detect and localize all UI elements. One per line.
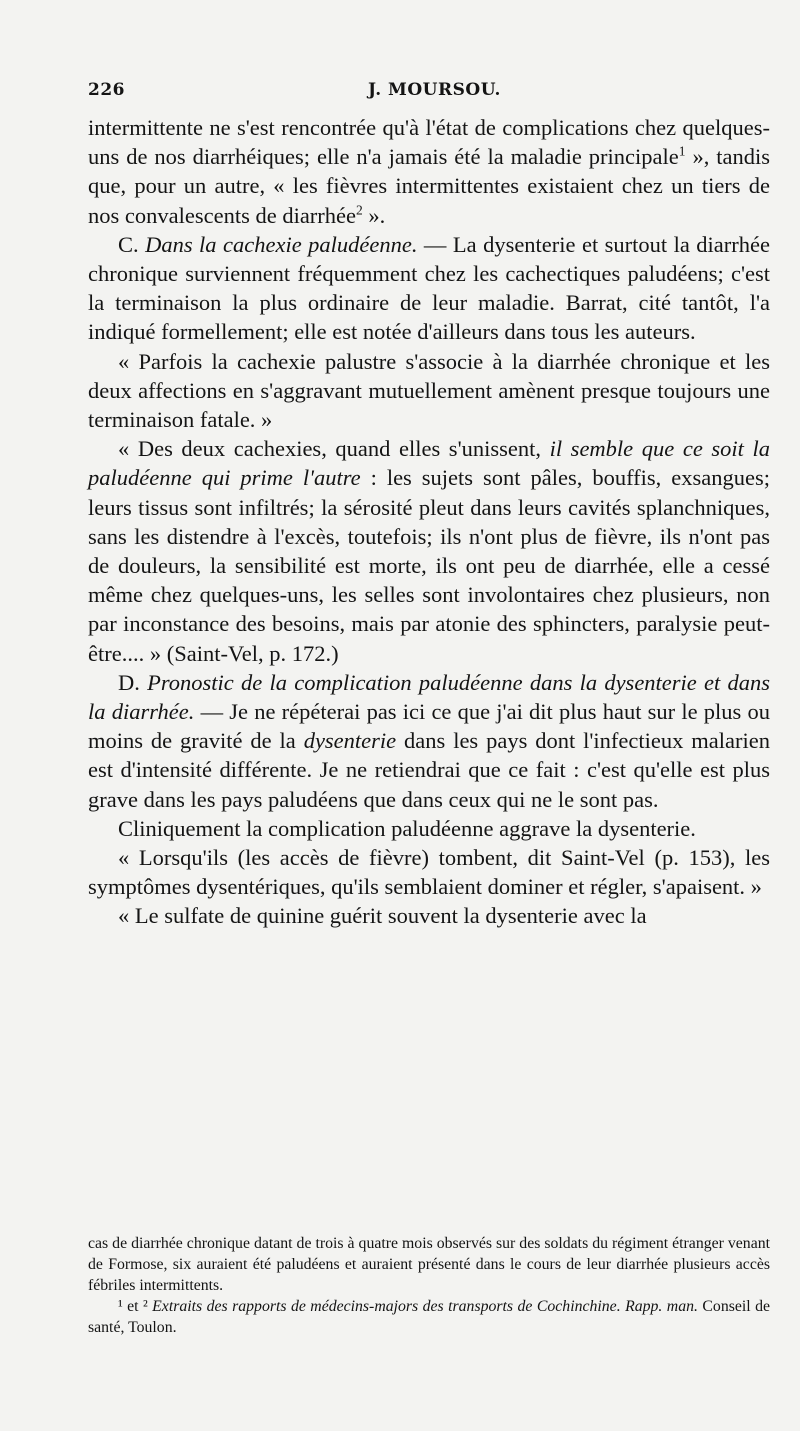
page-number: 226 — [88, 80, 125, 100]
footnote-ref-2: 2 — [356, 202, 363, 218]
footnote-ref-1: 1 — [678, 143, 686, 159]
footnotes — [88, 1233, 770, 1338]
footnote-1-2: ¹ et ² Extraits des rapports de médecins-majors des transports de Cochinchine. Rapp. man. Conseil de santé, Toulon. — [88, 1298, 770, 1336]
footnote-continued: cas de diarrhée chronique datant de trois à quatre mois observés sur des soldats du régiment étranger venant de Formose, six auraient été paludéens et auraient présenté dans le cours de leur diarrhée plusieurs accès fébriles intermittents. — [88, 1235, 770, 1294]
running-header — [88, 80, 768, 110]
paragraph-8: « Le sulfate de quinine guérit souvent la dysenterie avec la — [118, 903, 647, 929]
paragraph-6: Cliniquement la complication paludéenne aggrave la dysenterie. — [118, 815, 696, 841]
section-label-c: C. — [118, 231, 146, 257]
paragraph-2: C. Dans la cachexie paludéenne. — La dysenterie et surtout la diarrhée chronique surviennent fréquemment chez les cachectiques paludéens; c'est la terminaison la plus ordinaire de leur maladie. Barrat, cité tantôt, l'a indiqué formellement; elle est notée d'ailleurs dans tous les auteurs. — [88, 231, 771, 345]
paragraph-5: D. Pronostic de la complication paludéenne dans la dysenterie et dans la diarrhée. — Je ne répéterai pas ici ce que j'ai dit plus haut sur le plus ou moins de gravité de la dysenterie dans les pays dont l'infectieux malarien est d'intensité différente. Je ne retiendrai que ce fait : c'est qu'elle est plus grave dans les pays paludéens que dans ceux qui ne le sont pas. — [88, 669, 770, 812]
paragraph-1: intermittente ne s'est rencontrée qu'à l'état de complications chez quelques-uns de nos diarrhéiques; elle n'a jamais été la maladie principale$^1$ », tandis que, pour un autre, « les fièvres intermittentes existaient chez un tiers de nos convalescents de diarrhée$^2$ ». — [88, 115, 771, 228]
main-text — [88, 113, 770, 931]
emphasis: il semble que ce soit la paludéenne qui prime l'autre — [88, 436, 771, 491]
emphasis-dysenterie: dysenterie — [303, 728, 397, 754]
paragraph-7: « Lorsqu'ils (les accès de fièvre) tombent, dit Saint-Vel (p. 153), les symptômes dysentériques, qu'ils semblaient dominer et régler, s'apaisent. » — [88, 845, 770, 900]
paragraph-4: « Des deux cachexies, quand elles s'unissent, il semble que ce soit la paludéenne qui prime l'autre : les sujets sont pâles, bouffis, exsangues; leurs tissus sont infiltrés; la sérosité pleut dans leurs cavités splanchniques, sans les distendre à l'excès, toutefois; ils n'ont plus de fièvre, ils n'ont pas de douleurs, la sensibilité est morte, ils ont peu de diarrhée, elle a cessé même chez quelques-uns, les selles sont involontaires chez plusieurs, non par inconstance des besoins, mais par atonie des sphincters, paralysie peut-être.... » (Saint-Vel, p. 172.) — [88, 436, 771, 666]
running-head-author: J. MOURSOU. — [368, 80, 501, 100]
paragraph-3: « Parfois la cachexie palustre s'associe à la diarrhée chronique et les deux affections en s'aggravant mutuellement amènent presque toujours une terminaison fatale. » — [88, 348, 770, 433]
section-label-d: D. — [118, 669, 148, 695]
section-title-c: Dans la cachexie paludéenne. — [145, 231, 418, 257]
section-title-d: Pronostic de la complication paludéenne dans la dysenterie et dans la diarrhée. — [88, 669, 770, 725]
